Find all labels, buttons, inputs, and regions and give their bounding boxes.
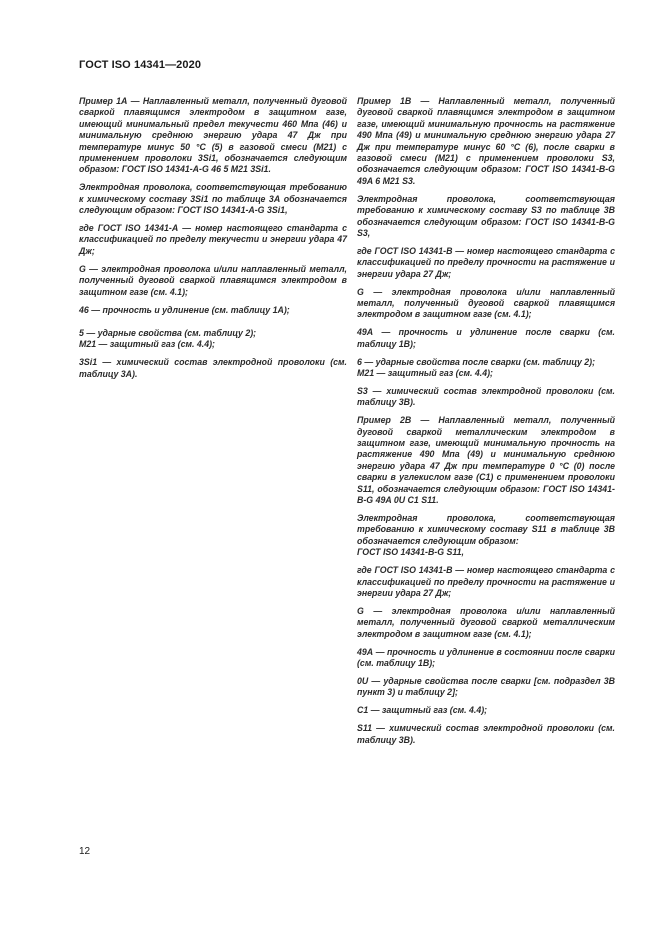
example-1a-paragraph: Пример 1А — Наплавленный металл, полученный дуговой сваркой плавящимся электродом в защитном газе, имеющий минимальный предел текучести 460 Мпа (46) и минимальную среднюю энергию удара 47 Дж при температуре минус 50 °С (5) в газовой смеси (М21) с применением проволоки 3Si1, обозначается следующим образом: ГОСТ ISO 14341-A-G 46 5 M21 3Si1. <box>79 96 347 175</box>
paragraph: G — электродная проволока и/или наплавленный металл, полученный дуговой сваркой металлическим электродом в защитном газе (см. 4.1); <box>357 605 615 639</box>
paragraph: 0U — ударные свойства после сварки [см. подраздел 3В пункт 3) и таблицу 2]; <box>357 675 615 698</box>
paragraph: где ГОСТ ISO 14341-А — номер настоящего стандарта с классификацией по пределу текучести и энергии удара 47 Дж; <box>79 223 347 256</box>
paragraph: где ГОСТ ISO 14341-В — номер настоящего стандарта с классификацией по пределу прочности на растяжение и энергии удара 27 Дж; <box>357 245 615 279</box>
paragraph: Электродная проволока, соответствующая требованию к химическому составу S11 в таблице 3В обозначается следующим образом: ГОСТ ISO 14341-B-G S11, <box>357 513 615 558</box>
paragraph: где ГОСТ ISO 14341-В — номер настоящего стандарта с классификацией по пределу прочности на растяжение и энергии удара 27 Дж; <box>357 565 615 598</box>
left-column <box>79 96 347 387</box>
paragraph: 5 — ударные свойства (см. таблицу 2); М21 — защитный газ (см. 4.4); <box>79 327 257 350</box>
paragraph: S3 — химический состав электродной проволоки (см. таблицу 3В). <box>357 385 615 408</box>
example-1b-paragraph: Пример 1В — Наплавленный металл, полученный дуговой сваркой плавящимся электродом в защитном газе, имеющий минимальную прочность на растяжение 490 Мпа (49) и минимальную среднюю энергию удара 27 Дж при температуре минус 60 °С (6), после сварки в газовой смеси (М21) с применением проволоки S3, обозначается следующим образом: ГОСТ ISO 14341-B-G 49A 6 M21 S3. <box>357 96 615 186</box>
paragraph: 3Si1 — химический состав электродной проволоки (см. таблицу 3А). <box>79 357 347 379</box>
paragraph: 6 — ударные свойства после сварки (см. таблицу 2); М21 — защитный газ (см. 4.4); <box>357 356 596 379</box>
paragraph: 46 — прочность и удлинение (см. таблицу 1А); <box>79 304 290 315</box>
paragraph: С1 — защитный газ (см. 4.4); <box>357 705 488 716</box>
paragraph: G — электродная проволока и/или наплавленный металл, полученный дуговой сваркой плавящимся электродом в защитном газе (см. 4.1); <box>79 263 347 297</box>
page-number: 12 <box>79 846 91 857</box>
paragraph: Электродная проволока, соответствующая требованию к химическому составу 3Si1 по таблице 3А обозначается следующим образом: ГОСТ ISO 14341-A-G 3Si1, <box>79 182 347 216</box>
paragraph: Электродная проволока, соответствующая требованию к химическому составу S3 по таблице 3В обозначается следующим образом: ГОСТ ISO 14341-B-G S3, <box>357 193 615 238</box>
paragraph: 49А — прочность и удлинение после сварки (см. таблицу 1В); <box>357 327 615 349</box>
example-2b-paragraph: Пример 2В — Наплавленный металл, полученный дуговой сваркой металлическим электродом в защитном газе, имеющий минимальную прочность на растяжение 490 Мпа (49) и минимальную среднюю энергию удара 47 Дж при температуре 0 °С (0) после сварки в углекислом газе (С1) с применением проволоки S11, обозначается следующим образом: ГОСТ ISO 14341-B-G 49A 0U C1 S11. <box>357 415 615 506</box>
paragraph: G — электродная проволока и/или наплавленный металл, полученный дуговой сваркой плавящимся электродом в защитном газе (см. 4.1); <box>357 286 615 320</box>
right-column <box>357 96 615 752</box>
document-header: ГОСТ ISO 14341—2020 <box>79 59 202 71</box>
paragraph: S11 — химический состав электродной проволоки (см. таблицу 3В). <box>357 723 615 745</box>
paragraph: 49А — прочность и удлинение в состоянии после сварки (см. таблицу 1В); <box>357 646 615 668</box>
